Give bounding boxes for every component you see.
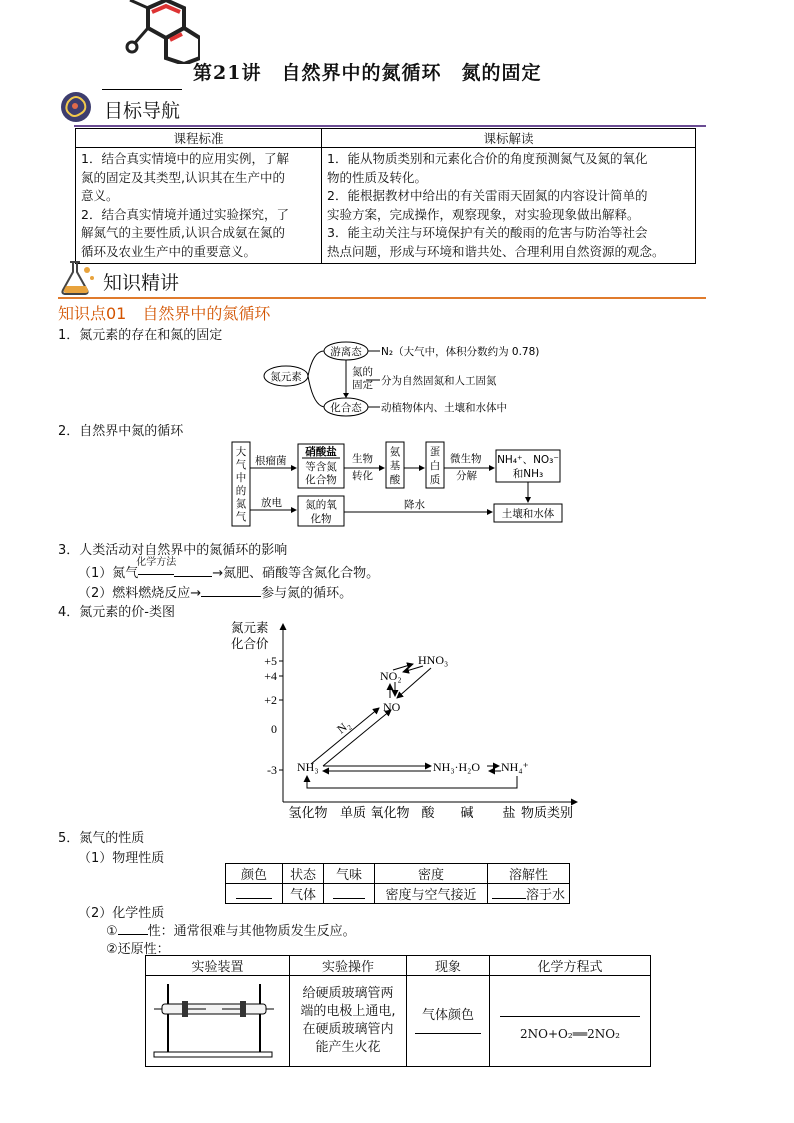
section-rule bbox=[74, 125, 706, 127]
species-hno3: HNO₃ bbox=[418, 653, 449, 667]
label-micro: 分解 bbox=[456, 470, 477, 482]
goal-line: 实验方案，完成操作，观察现象，对实验现象做出解释。 bbox=[327, 206, 640, 222]
x-tick: 碱 bbox=[460, 806, 474, 821]
branch-line bbox=[308, 351, 324, 376]
node-free-state: 游离态 bbox=[330, 346, 362, 358]
answer-blank[interactable] bbox=[236, 884, 272, 899]
combined-state-desc: 动植物体内、土壤和水体中 bbox=[381, 402, 507, 414]
y-tick: +2 bbox=[264, 693, 277, 707]
goal-line: 1．能从物质类别和元素化合价的角度预测氮气及氮的氧化 bbox=[327, 151, 648, 166]
arrow-n2-to-no bbox=[323, 710, 391, 766]
goal-line: 物的性质及转化。 bbox=[327, 169, 428, 185]
amino-char: 氨 bbox=[389, 446, 401, 458]
chem-method-label: 化学方法 bbox=[136, 557, 177, 568]
apparatus-illustration bbox=[146, 976, 281, 1062]
phys-color-cell[interactable] bbox=[226, 884, 283, 904]
x-tick: 盐 bbox=[502, 806, 516, 821]
goal-line: 3．能主动关注与环境保护有关的酸雨的危害与防治等社会 bbox=[327, 225, 648, 240]
y-axis-label: 氮元素 bbox=[231, 620, 269, 635]
goals-header-interpretation: 课标解读 bbox=[322, 129, 696, 148]
brain-icon bbox=[58, 88, 96, 126]
phys-header: 状态 bbox=[283, 864, 324, 884]
arrow-hno3-to-no bbox=[397, 668, 431, 698]
phys-header: 气味 bbox=[324, 864, 375, 884]
sub-title: （2）化学性质 bbox=[78, 906, 165, 921]
label-oxide: 氮的氧 bbox=[305, 499, 337, 511]
exp-header: 化学方程式 bbox=[490, 956, 651, 976]
atmos-char: 的 bbox=[235, 485, 247, 497]
phenomenon-text: 气体颜色 bbox=[421, 1008, 474, 1023]
label-soil: 土壤和水体 bbox=[501, 508, 555, 520]
fixation-label: 氮的 bbox=[352, 366, 373, 378]
answer-blank[interactable] bbox=[415, 1023, 481, 1034]
exp-header: 实验装置 bbox=[146, 956, 290, 976]
label-oxide: 化物 bbox=[310, 513, 332, 525]
solubility-text: 溶于水 bbox=[526, 888, 566, 903]
x-tick: 单质 bbox=[339, 806, 367, 821]
experiment-table bbox=[145, 955, 651, 1067]
operation-line: 端的电极上通电, bbox=[300, 1004, 396, 1019]
answer-blank[interactable] bbox=[118, 922, 148, 935]
arrow-head bbox=[343, 393, 349, 398]
y-tick: +5 bbox=[264, 654, 277, 668]
species-n2: N₂ bbox=[334, 717, 353, 737]
impact-1-pre: （1）氮气 bbox=[78, 566, 139, 581]
label-discharge: 放电 bbox=[261, 497, 282, 509]
goal-line: 意义。 bbox=[81, 188, 119, 203]
item-title: 1．氮元素的存在和氮的固定 bbox=[58, 328, 223, 343]
fixation-desc: 分为自然固氮和人工固氮 bbox=[381, 375, 497, 387]
x-tick: 酸 bbox=[421, 806, 435, 821]
loop-line bbox=[307, 776, 517, 788]
section-heading-goals: 目标导航 bbox=[104, 100, 181, 122]
operation-cell bbox=[290, 976, 407, 1067]
label-micro: 微生物 bbox=[450, 453, 482, 465]
y-axis-label: 化合价 bbox=[231, 636, 269, 651]
label-root-bacteria: 根瘤菌 bbox=[255, 455, 287, 467]
node-combined-state: 化合态 bbox=[330, 402, 362, 414]
protein-char: 白 bbox=[429, 460, 441, 472]
item-title: 3．人类活动对自然界中的氮循环的影响 bbox=[58, 543, 288, 558]
branch-line bbox=[308, 376, 324, 407]
label-bio: 转化 bbox=[352, 470, 373, 482]
goals-table bbox=[75, 128, 696, 264]
species-nh3: NH₃ bbox=[297, 760, 319, 774]
label-bio: 生物 bbox=[352, 453, 373, 465]
item-title: 2．自然界中氮的循环 bbox=[58, 424, 184, 439]
molecule-logo bbox=[120, 0, 200, 64]
chem-line-1 bbox=[106, 920, 356, 939]
label-rain: 降水 bbox=[404, 499, 425, 511]
impact-line-2 bbox=[78, 582, 352, 601]
section-rule bbox=[58, 297, 706, 299]
operation-line: 给硬质玻璃管两 bbox=[302, 986, 394, 1001]
circle-num: ① bbox=[106, 924, 118, 939]
atmos-char: 中 bbox=[235, 472, 247, 484]
operation-line: 能产生火花 bbox=[315, 1040, 381, 1055]
answer-blank[interactable] bbox=[492, 884, 526, 899]
answer-blank[interactable] bbox=[333, 884, 365, 899]
goal-line: 循环及农业生产中的重要意义。 bbox=[81, 243, 257, 259]
y-tick: +4 bbox=[264, 669, 277, 683]
label-nitrate-sub: 化合物 bbox=[305, 474, 337, 486]
phys-header: 溶解性 bbox=[488, 864, 570, 884]
phys-state-cell: 气体 bbox=[283, 884, 324, 904]
label-nitrate: 硝酸盐 bbox=[305, 446, 337, 458]
phys-density-cell: 密度与空气接近 bbox=[375, 884, 488, 904]
chem-line-1-text: 性：通常很难与其他物质发生反应。 bbox=[147, 924, 356, 939]
item-title: 5．氮气的性质 bbox=[58, 831, 145, 846]
goal-line: 氮的固定及其类型,认识其在生产中的 bbox=[81, 169, 285, 185]
y-tick: 0 bbox=[271, 722, 277, 736]
answer-blank[interactable] bbox=[201, 596, 261, 597]
atmos-char: 大 bbox=[235, 446, 247, 458]
physical-properties-table bbox=[225, 863, 570, 904]
section-heading-knowledge: 知识精讲 bbox=[103, 272, 180, 294]
goal-line: 2．结合真实情境并通过实验探究，了 bbox=[81, 206, 289, 222]
chem-line-2: ②还原性： bbox=[106, 942, 170, 957]
exp-header: 现象 bbox=[407, 956, 490, 976]
chem-method-arrow bbox=[136, 557, 177, 577]
species-nh3h2o: NH₃·H₂O bbox=[433, 760, 481, 774]
equation-text: 2NO+O₂══2NO₂ bbox=[520, 1026, 620, 1041]
fixation-label: 固定 bbox=[352, 379, 373, 391]
label-nitrate-sub: 等含氮 bbox=[305, 461, 337, 473]
x-tick: 氧化物 bbox=[370, 806, 410, 821]
phys-header: 密度 bbox=[375, 864, 488, 884]
impact-2-pre: （2）燃料燃烧反应→ bbox=[78, 586, 202, 601]
goal-line: 解氮气的主要性质,认识合成氨在氮的 bbox=[81, 225, 285, 240]
atmos-char: 气 bbox=[235, 511, 247, 523]
atmos-char: 氮 bbox=[235, 498, 247, 510]
nitrogen-cycle-diagram bbox=[228, 438, 568, 530]
protein-char: 蛋 bbox=[429, 446, 441, 458]
impact-1-post: →氮肥、硝酸等含氮化合物。 bbox=[212, 566, 380, 581]
phys-smell-cell[interactable] bbox=[324, 884, 375, 904]
equation-cell bbox=[490, 976, 651, 1067]
answer-blank[interactable] bbox=[174, 576, 212, 577]
species-nh4: NH₄⁺ bbox=[501, 760, 529, 774]
amino-char: 基 bbox=[389, 460, 401, 472]
knowledge-point-heading: 知识点01 自然界中的氮循环 bbox=[58, 304, 271, 323]
operation-line: 在硬质玻璃管内 bbox=[302, 1022, 394, 1037]
nitrogen-existence-diagram bbox=[258, 339, 548, 421]
x-axis-label: 物质类别 bbox=[520, 806, 574, 821]
node-nitrogen-element: 氮元素 bbox=[270, 371, 302, 383]
goals-header-standard: 课程标准 bbox=[76, 129, 322, 148]
label-products: 和NH₃ bbox=[512, 468, 544, 480]
x-tick: 氢化物 bbox=[288, 806, 328, 821]
flask-icon bbox=[57, 258, 97, 298]
arrow-nh3-to-no bbox=[311, 708, 379, 764]
exp-header: 实验操作 bbox=[290, 956, 407, 976]
goal-line: 2．能根据教材中给出的有关雷雨天固氮的内容设计简单的 bbox=[327, 188, 648, 203]
item-title: 4．氮元素的价-类图 bbox=[58, 605, 175, 620]
label-products: NH₄⁺、NO₃⁻ bbox=[497, 454, 559, 466]
phys-solubility-cell[interactable] bbox=[488, 884, 570, 904]
amino-char: 酸 bbox=[389, 474, 401, 486]
impact-2-post: 参与氮的循环。 bbox=[261, 586, 353, 601]
goals-left-cell bbox=[76, 148, 322, 264]
goal-line: 1．结合真实情境中的应用实例，了解 bbox=[81, 151, 289, 166]
answer-blank[interactable] bbox=[500, 1002, 640, 1017]
valence-class-chart bbox=[225, 616, 585, 822]
protein-char: 质 bbox=[429, 474, 441, 486]
apparatus-cell bbox=[146, 976, 290, 1067]
page-title: 第21讲 自然界中的氮循环 氮的固定 bbox=[193, 62, 542, 84]
sub-title: （1）物理性质 bbox=[78, 851, 165, 866]
title-rule bbox=[102, 89, 182, 90]
phys-header: 颜色 bbox=[226, 864, 283, 884]
atmos-char: 气 bbox=[235, 459, 247, 471]
y-tick: -3 bbox=[267, 763, 277, 777]
impact-line-1 bbox=[78, 557, 380, 581]
species-no2: NO₂ bbox=[380, 669, 402, 683]
species-no: NO bbox=[383, 700, 401, 714]
free-state-desc: N₂（大气中，体积分数约为 0.78) bbox=[381, 346, 540, 358]
phenomenon-cell bbox=[407, 976, 490, 1067]
goal-line: 热点问题，形成与环境和谐共处、合理利用自然资源的观念。 bbox=[327, 243, 665, 259]
goals-right-cell bbox=[322, 148, 696, 264]
